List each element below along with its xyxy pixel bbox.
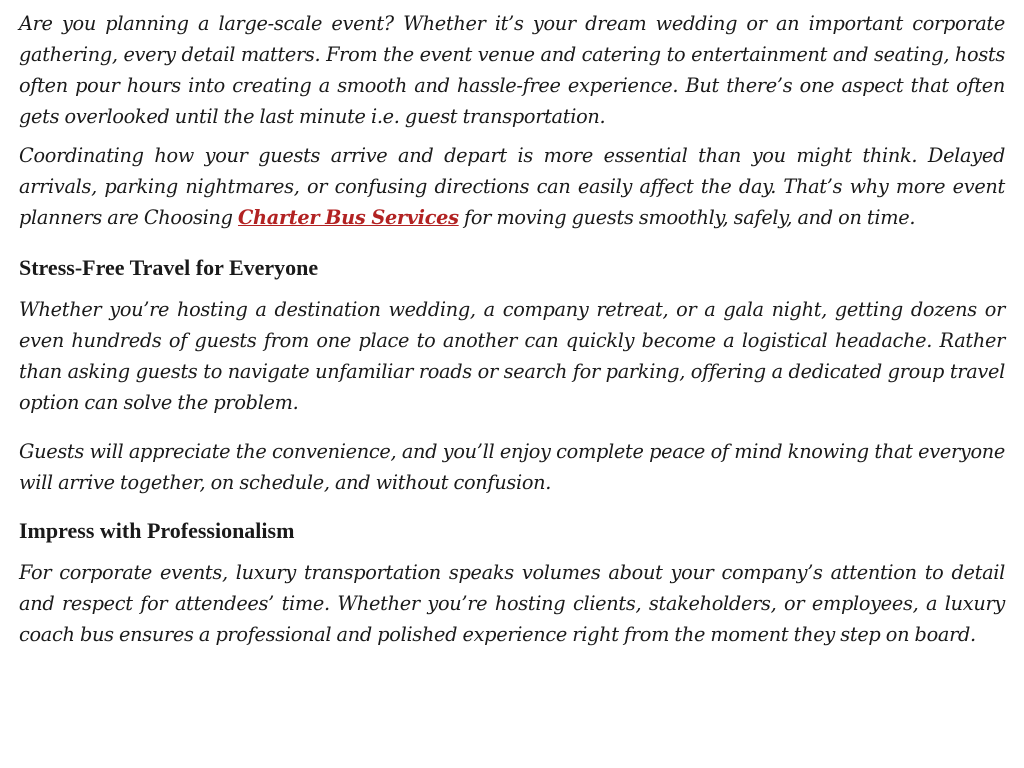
section-heading-impress-professionalism: Impress with Professionalism [19, 518, 295, 543]
charter-bus-services-link[interactable]: Charter Bus Services [237, 206, 459, 229]
intro-paragraph-2 [19, 140, 1005, 233]
section1-paragraph-1: Whether you’re hosting a destination wedding, a company retreat, or a gala night, getting dozens or even hundreds of guests from one place to another can quickly become a logistical headache. Rather than asking guests to navigate unfamiliar roads or search for parking, offering a dedicated group travel option can solve the problem. [19, 298, 1005, 414]
intro-paragraph-2-before: Coordinating how your guests arrive and depart is more essential than you might think. Delayed arrivals, parking nightmares, or confusing directions can easily affect the day. That’s why more event planners are Choosing [19, 144, 1005, 229]
section-heading-stress-free-travel: Stress-Free Travel for Everyone [19, 255, 319, 280]
intro-paragraph-2-after: for moving guests smoothly, safely, and on time. [458, 206, 916, 229]
section1-paragraph-2: Guests will appreciate the convenience, and you’ll enjoy complete peace of mind knowing that everyone will arrive together, on schedule, and without confusion. [19, 440, 1005, 494]
intro-paragraph-1: Are you planning a large-scale event? Whether it’s your dream wedding or an important corporate gathering, every detail matters. From the event venue and catering to entertainment and seating, hosts often pour hours into creating a smooth and hassle-free experience. But there’s one aspect that often gets overlooked until the last minute i.e. guest transportation. [19, 12, 1005, 128]
article-body [19, 8, 1005, 650]
section2-paragraph-1: For corporate events, luxury transportation speaks volumes about your company’s attention to detail and respect for attendees’ time. Whether you’re hosting clients, stakeholders, or employees, a luxury coach bus ensures a professional and polished experience right from the moment they step on board. [19, 561, 1005, 646]
